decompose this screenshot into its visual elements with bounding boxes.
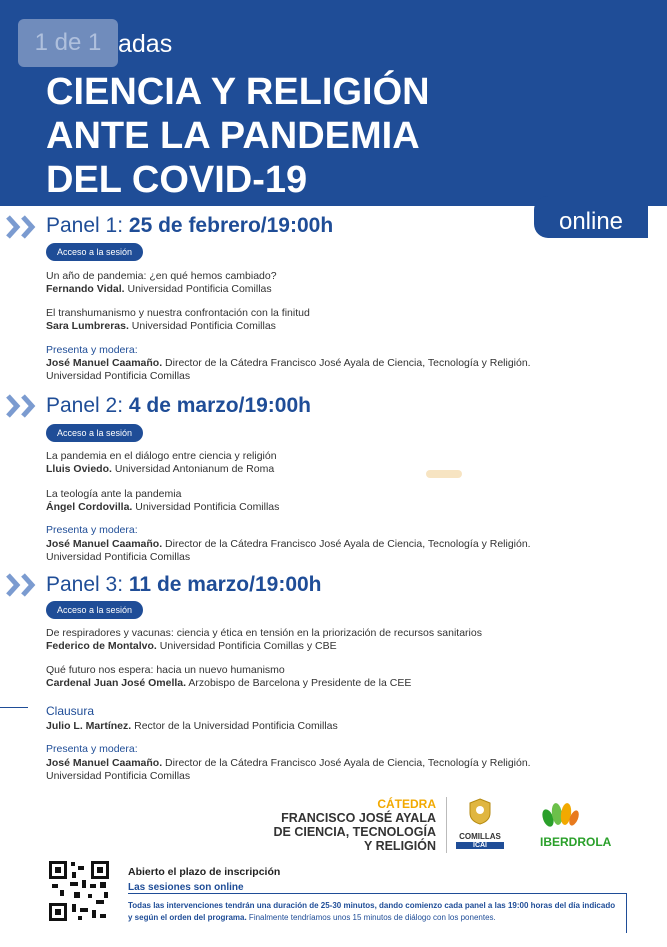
footer-divider	[128, 893, 627, 894]
panel-2-access-button[interactable]: Acceso a la sesión	[46, 424, 143, 442]
online-badge: online	[534, 196, 648, 238]
chevron-right-icon	[6, 214, 40, 240]
clausura-moderator: José Manuel Caamaño. Director de la Cátedra Francisco José Ayala de Ciencia, Tecnología y Religión. Universidad Pontificia Comillas	[46, 757, 531, 782]
moderator-name: José Manuel Caamaño.	[46, 538, 163, 550]
title-line-3: DEL COVID-19	[46, 159, 308, 201]
panel-2-moderator: José Manuel Caamaño. Director de la Cátedra Francisco José Ayala de Ciencia, Tecnología y Religión. Universidad Pontificia Comillas	[46, 538, 531, 563]
decorative-blur	[426, 470, 462, 478]
talk-topic: La pandemia en el diálogo entre ciencia y religión	[46, 450, 277, 462]
divider-line	[0, 707, 28, 708]
moderator-name: José Manuel Caamaño.	[46, 357, 163, 369]
registration-notice: Abierto el plazo de inscripción	[128, 866, 281, 878]
talk-affiliation: Universidad Pontificia Comillas y CBE	[156, 640, 337, 652]
clausura-speaker	[46, 720, 646, 733]
panel-1-access-button[interactable]: Acceso a la sesión	[46, 243, 143, 261]
page-counter-badge: 1 de 1	[18, 19, 118, 67]
crest-icon	[466, 797, 494, 825]
panel-2-talk-1	[46, 450, 646, 476]
clausura-moderator-label: Presenta y modera:	[46, 743, 138, 755]
panel-1-talk-2	[46, 307, 646, 333]
panel-3-talk-1	[46, 627, 646, 653]
panel-3-access-button[interactable]: Acceso a la sesión	[46, 601, 143, 619]
panel-1-moderator: José Manuel Caamaño. Director de la Cátedra Francisco José Ayala de Ciencia, Tecnología y Religión. Universidad Pontificia Comillas	[46, 357, 531, 382]
header-banner	[0, 0, 667, 206]
talk-affiliation: Universidad Antonianum de Roma	[111, 463, 275, 475]
panel-1-title: Panel 1: 25 de febrero/19:00h	[46, 214, 334, 237]
clausura-label: Clausura	[46, 704, 95, 718]
panel-3-talk-2	[46, 664, 646, 690]
chevron-right-icon	[6, 393, 40, 419]
talk-affiliation: Rector de la Universidad Pontificia Comillas	[131, 720, 338, 732]
talk-speaker: Ángel Cordovilla.	[46, 501, 133, 513]
catedra-logo: CÁTEDRA FRANCISCO JOSÉ AYALA DE CIENCIA, TECNOLOGÍA Y RELIGIÓN	[273, 797, 436, 853]
moderator-name: José Manuel Caamaño.	[46, 757, 163, 769]
panel-3-title: Panel 3: 11 de marzo/19:00h	[46, 573, 322, 596]
title-line-2: ANTE LA PANDEMIA	[46, 115, 420, 157]
qr-code[interactable]	[48, 860, 110, 922]
talk-speaker: Fernando Vidal.	[46, 283, 125, 295]
talk-topic: La teología ante la pandemia	[46, 488, 182, 500]
iberdrola-logo: IBERDROLA	[540, 800, 640, 849]
talk-affiliation: Universidad Pontificia Comillas	[128, 320, 276, 332]
panel-2-moderator-label: Presenta y modera:	[46, 524, 138, 536]
logo-divider	[446, 797, 447, 853]
footer-divider-vertical	[626, 893, 627, 933]
talk-speaker: Lluis Oviedo.	[46, 463, 112, 475]
talk-topic: El transhumanismo y nuestra confrontación con la finitud	[46, 307, 310, 319]
talk-speaker: Sara Lumbreras.	[46, 320, 129, 332]
talk-speaker: Julio L. Martínez.	[46, 720, 132, 732]
chevron-right-icon	[6, 572, 40, 598]
talk-topic: Un año de pandemia: ¿en qué hemos cambiado?	[46, 270, 277, 282]
talk-topic: De respiradores y vacunas: ciencia y ética en tensión en la priorización de recursos sanitarios	[46, 627, 482, 639]
online-sessions-note: Las sesiones son online	[128, 882, 244, 893]
talk-affiliation: Universidad Pontificia Comillas	[132, 501, 280, 513]
panel-1-moderator-label: Presenta y modera:	[46, 344, 138, 356]
panel-1-talk-1	[46, 270, 646, 296]
leaf-icon	[540, 800, 580, 828]
comillas-logo: COMILLAS ICAI	[456, 797, 504, 849]
page-title	[46, 70, 430, 202]
panel-2-talk-2	[46, 488, 646, 514]
talk-topic: Qué futuro nos espera: hacia un nuevo humanismo	[46, 664, 285, 676]
footer-note: Todas las intervenciones tendrán una duración de 25-30 minutos, dando comienzo cada panel a las 19:00 horas del día indicado y según el orden del programa. Finalmente tendríamos unos 15 minutos de diálogo con los ponentes.	[128, 901, 616, 922]
talk-speaker: Federico de Montalvo.	[46, 640, 157, 652]
panel-2-title: Panel 2: 4 de marzo/19:00h	[46, 394, 311, 417]
talk-affiliation: Universidad Pontificia Comillas	[124, 283, 272, 295]
title-line-1: CIENCIA Y RELIGIÓN	[46, 71, 430, 113]
header-subtitle: adas	[118, 30, 173, 58]
talk-speaker: Cardenal Juan José Omella.	[46, 677, 187, 689]
talk-affiliation: Arzobispo de Barcelona y Presidente de la CEE	[186, 677, 412, 689]
